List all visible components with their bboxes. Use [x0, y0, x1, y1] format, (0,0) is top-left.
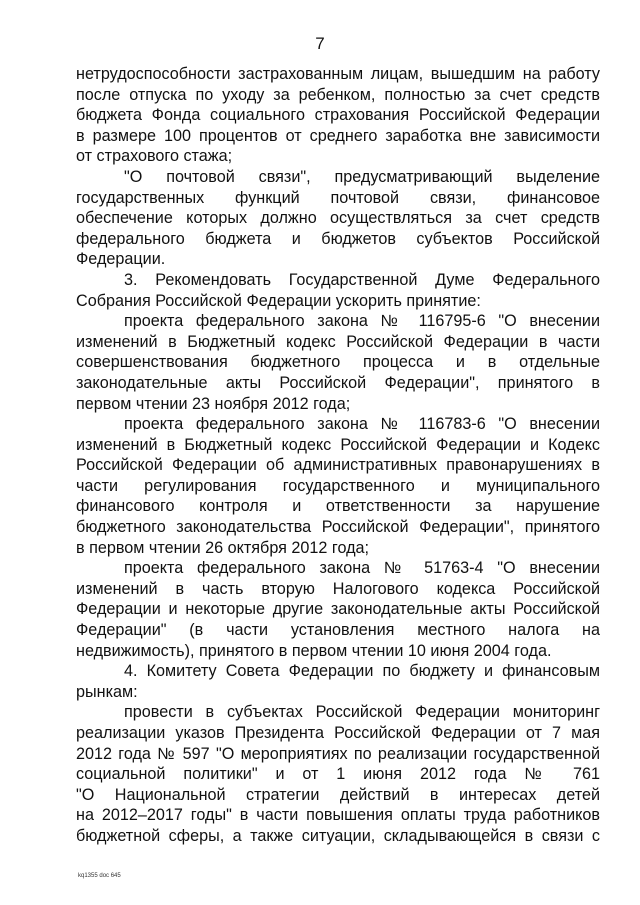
text-line: совершенствования бюджетного процесса и в отдельные	[76, 353, 600, 372]
text-line: Собрания Российской Федерации ускорить принятие:	[76, 291, 481, 310]
text-line: Российской Федерации об административных правонарушениях в	[76, 456, 600, 475]
text-line: изменений в Бюджетный кодекс Российской Федерации и Кодекс	[76, 435, 600, 454]
footer-file-reference: kq1355 doc 645	[78, 873, 121, 879]
text-line: 2012 года № 597 "О мероприятиях по реализации государственной	[76, 744, 600, 763]
text-line: федерального бюджета и бюджетов субъектов Российской	[76, 229, 600, 248]
text-line: бюджетной сферы, а также ситуации, складывающейся в связи с	[76, 826, 600, 845]
text-line: в размере 100 процентов от среднего заработка вне зависимости	[76, 126, 600, 145]
text-line: Федерации.	[76, 250, 166, 269]
text-line: Федерации" (в части установления местного налога на	[76, 621, 600, 640]
text-line: законодательные акты Российской Федерации", принятого в	[76, 373, 600, 392]
text-line: обеспечение которых должно осуществляться за счет средств	[76, 209, 600, 228]
document-body	[76, 64, 600, 847]
text-line: проекта федерального закона № 116783-6 "О внесении	[124, 415, 600, 434]
text-line: реализации указов Президента Российской Федерации от 7 мая	[76, 724, 600, 742]
text-line: первом чтении 23 ноября 2012 года;	[76, 394, 351, 413]
text-line: 4. Комитету Совета Федерации по бюджету и финансовым	[124, 662, 600, 681]
text-line: финансового контроля и ответственности за нарушение	[76, 497, 600, 516]
text-line: "О Национальной стратегии действий в интересах детей	[76, 785, 600, 804]
text-line: проекта федерального закона № 51763-4 "О внесении	[124, 559, 600, 578]
text-line: бюджета Фонда социального страхования Российской Федерации	[76, 106, 600, 125]
text-line: нетрудоспособности застрахованным лицам, вышедшим на работу	[76, 65, 600, 83]
text-line: государственных функций почтовой связи, финансовое	[76, 188, 600, 207]
text-line: на 2012–2017 годы" в части повышения оплаты труда работников	[76, 806, 600, 825]
text-line: провести в субъектах Российской Федерации мониторинг	[124, 703, 600, 722]
text-line: изменений в Бюджетный кодекс Российской Федерации в части	[76, 332, 600, 351]
text-line: после отпуска по уходу за ребенком, полностью за счет средств	[76, 85, 600, 104]
text-line: бюджетного законодательства Российской Федерации", принятого	[76, 518, 600, 537]
text-line: части регулирования государственного и муниципального	[76, 476, 600, 495]
text-line: изменений в часть вторую Налогового кодекса Российской	[76, 579, 600, 598]
text-line: недвижимость), принятого в первом чтении 10 июня 2004 года.	[76, 641, 552, 660]
text-line: социальной политики" и от 1 июня 2012 года № 761	[76, 765, 600, 784]
text-line: проекта федерального закона № 116795-6 "О внесении	[124, 312, 600, 331]
text-line: "О почтовой связи", предусматривающий выделение	[124, 167, 600, 186]
text-line: рынкам:	[76, 682, 138, 701]
text-line: в первом чтении 26 октября 2012 года;	[76, 538, 370, 557]
text-line: 3. Рекомендовать Государственной Думе Федерального	[124, 270, 600, 289]
page-number: 7	[315, 34, 325, 53]
text-line: от страхового стажа;	[76, 147, 233, 166]
text-line: Федерации и некоторые другие законодательные акты Российской	[76, 600, 600, 619]
